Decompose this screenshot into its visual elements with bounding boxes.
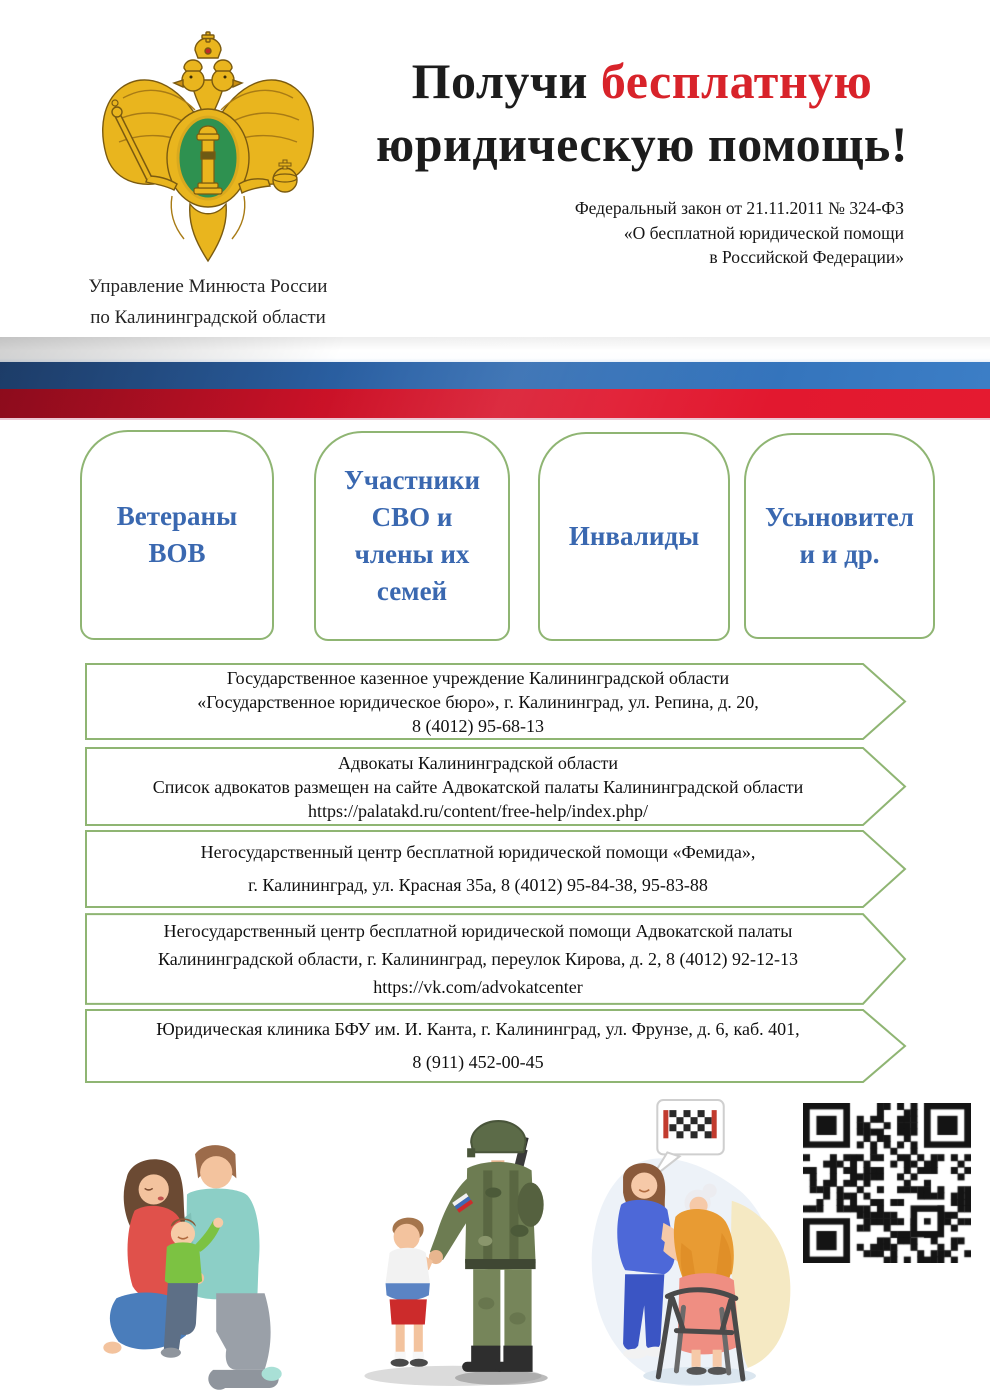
law-line3: в Российской Федерации» — [709, 247, 904, 267]
category-line: Ветераны — [116, 501, 238, 531]
provider-banner-advocates — [85, 747, 907, 826]
category-line: СВО и — [371, 502, 453, 532]
law-line2: «О бесплатной юридической помощи — [623, 222, 904, 243]
category-line: семей — [376, 576, 448, 606]
category-line: Усыновител — [765, 502, 914, 532]
provider-line: «Государственное юридическое бюро», г. Калининград, ул. Репина, д. 20, — [197, 691, 759, 712]
category-card-veterans — [80, 430, 274, 640]
category-line: члены их — [354, 539, 470, 569]
title-prefix: Получи — [411, 53, 601, 109]
category-line: и и др. — [799, 539, 880, 569]
title-highlight: бесплатную — [600, 53, 873, 109]
provider-line: Негосударственный центр бесплатной юридической помощи «Фемида», — [200, 842, 756, 862]
provider-banner-advocate-chamber-center — [85, 913, 907, 1005]
provider-line: Список адвокатов размещен на сайте Адвокатской палаты Калининградской области — [152, 776, 804, 797]
title-line2: юридическую помощь! — [376, 116, 908, 172]
law-reference — [368, 196, 904, 270]
qr-code — [803, 1103, 971, 1263]
provider-url-link[interactable]: https://palatakd.ru/content/free-help/index.php/ — [308, 800, 648, 821]
nurse-with-elderly-illustration-icon — [578, 1092, 796, 1394]
provider-line: Юридическая клиника БФУ им. И. Канта, г. Калининград, ул. Фрунзе, д. 6, каб. 401, — [156, 1019, 800, 1039]
provider-line: Адвокаты Калининградской области — [337, 752, 619, 773]
provider-banner-state-bureau — [85, 663, 907, 740]
page-title — [368, 50, 916, 176]
family-illustration-icon — [92, 1132, 288, 1394]
ministry-of-justice-eagle-icon — [92, 28, 324, 268]
category-line: Участники — [343, 465, 480, 495]
category-card-disabled — [538, 432, 730, 641]
category-card-adopters — [744, 433, 935, 639]
category-line: ВОВ — [148, 538, 206, 568]
org-caption-line2: по Калининградской области — [90, 307, 326, 328]
provider-banner-femida — [85, 830, 907, 908]
provider-line: Государственное казенное учреждение Калининградской области — [226, 667, 730, 688]
provider-url-link[interactable]: https://vk.com/advokatcenter — [373, 977, 583, 997]
provider-line: Калининградской области, г. Калининград, переулок Кирова, д. 2, 8 (4012) 92-12-13 — [157, 949, 799, 969]
category-card-svo — [314, 431, 510, 641]
category-line: Инвалиды — [568, 521, 700, 551]
provider-banner-legal-clinic — [85, 1009, 907, 1083]
org-caption-line1: Управление Минюста России — [88, 276, 328, 297]
provider-line: 8 (911) 452-00-45 — [412, 1052, 544, 1072]
provider-line: Негосударственный центр бесплатной юридической помощи Адвокатской палаты — [163, 921, 793, 941]
provider-line: г. Калининград, ул. Красная 35а, 8 (4012) 95-84-38, 95-83-88 — [248, 875, 708, 895]
soldier-with-child-illustration-icon — [332, 1112, 564, 1394]
provider-line: 8 (4012) 95-68-13 — [412, 715, 544, 736]
law-line1: Федеральный закон от 21.11.2011 № 324-ФЗ — [574, 198, 904, 218]
russian-flag-stripe — [0, 337, 990, 418]
